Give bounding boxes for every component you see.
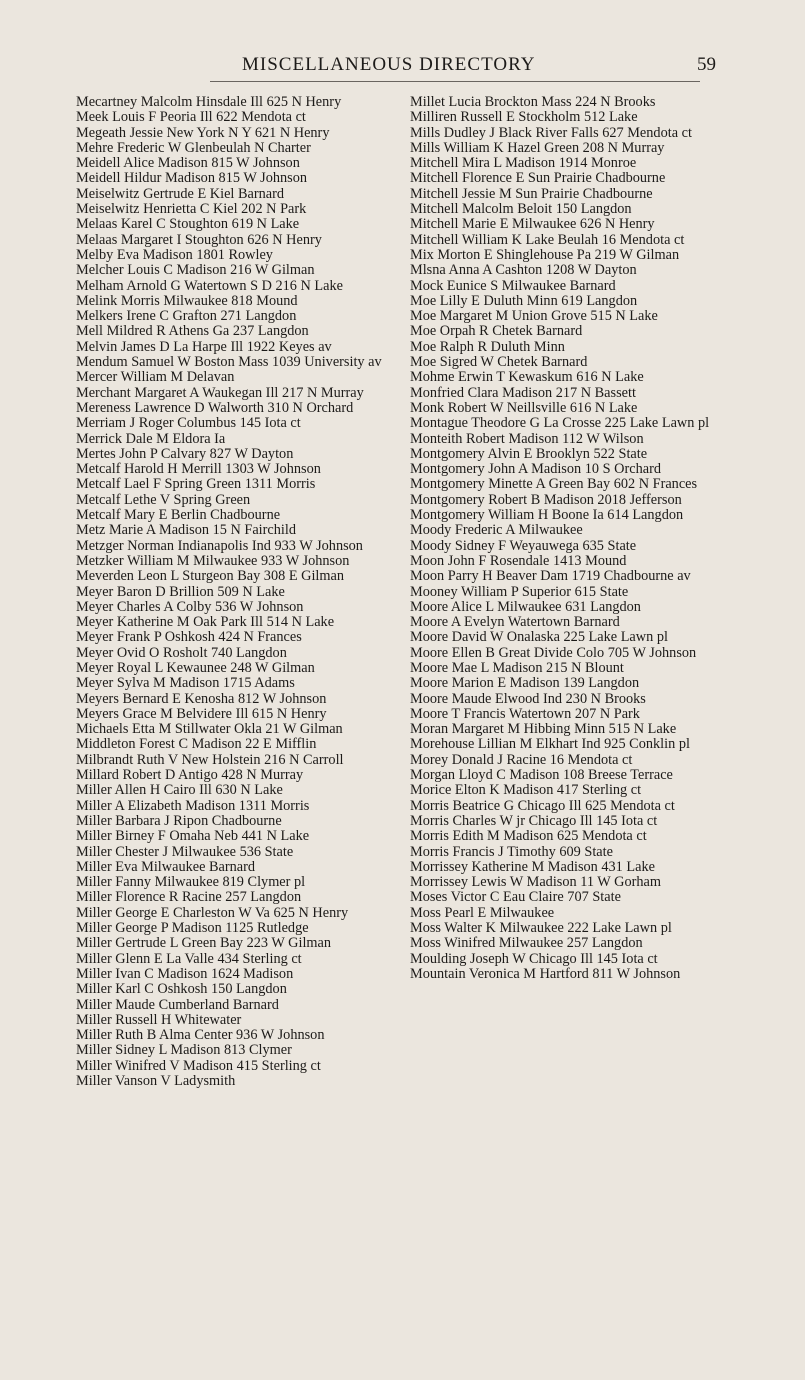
directory-entry: Miller Winifred V Madison 415 Sterling ct (76, 1057, 321, 1074)
directory-entry: Moore T Francis Watertown 207 N Park (410, 705, 640, 722)
directory-entry: Miller Ivan C Madison 1624 Madison (76, 965, 294, 982)
directory-entry: Meiselwitz Gertrude E Kiel Barnard (76, 185, 285, 202)
directory-entry: Millard Robert D Antigo 428 N Murray (76, 767, 304, 784)
page-number: 59 (697, 54, 716, 75)
directory-entry: Moore Marion E Madison 139 Langdon (410, 675, 640, 692)
directory-entry: Metcalf Harold H Merrill 1303 W Johnson (76, 461, 321, 478)
directory-entry: Morehouse Lillian M Elkhart Ind 925 Conklin pl (410, 736, 690, 753)
directory-entry: Monfried Clara Madison 217 N Bassett (410, 384, 636, 401)
directory-entry: Meidell Hildur Madison 815 W Johnson (76, 170, 307, 187)
directory-entry: Moore Alice L Milwaukee 631 Langdon (410, 598, 641, 615)
directory-entry: Merriam J Roger Columbus 145 Iota ct (76, 415, 301, 432)
directory-entry: Middleton Forest C Madison 22 E Mifflin (76, 736, 317, 753)
directory-entry: Mitchell Malcolm Beloit 150 Langdon (410, 201, 632, 218)
directory-entry: Moses Victor C Eau Claire 707 State (410, 889, 621, 906)
directory-entry: Mehre Frederic W Glenbeulah N Charter (76, 139, 311, 156)
directory-entry: Montgomery Alvin E Brooklyn 522 State (410, 445, 648, 462)
directory-entry: Miller Birney F Omaha Neb 441 N Lake (76, 828, 310, 845)
directory-entry: Mills Dudley J Black River Falls 627 Mendota ct (410, 124, 692, 141)
directory-entry: Mountain Veronica M Hartford 811 W Johnson (410, 965, 681, 982)
directory-entry: Mitchell William K Lake Beulah 16 Mendota ct (410, 231, 685, 248)
directory-entry: Moe Margaret M Union Grove 515 N Lake (410, 308, 658, 325)
directory-entry: Miller Maude Cumberland Barnard (76, 996, 279, 1013)
directory-entry: Moe Orpah R Chetek Barnard (410, 323, 583, 340)
directory-entry: Merrick Dale M Eldora Ia (76, 430, 226, 447)
directory-entry: Meidell Alice Madison 815 W Johnson (76, 155, 300, 172)
directory-entry: Miller Russell H Whitewater (76, 1011, 242, 1028)
directory-entry: Monk Robert W Neillsville 616 N Lake (410, 399, 638, 416)
directory-entry: Melcher Louis C Madison 216 W Gilman (76, 262, 315, 279)
directory-entry: Meyer Royal L Kewaunee 248 W Gilman (76, 659, 315, 676)
directory-entry: Meyer Katherine M Oak Park Ill 514 N Lake (76, 614, 335, 631)
directory-entry: Miller Gertrude L Green Bay 223 W Gilman (76, 935, 332, 952)
directory-entry: Moon Parry H Beaver Dam 1719 Chadbourne av (410, 568, 691, 585)
left-column (76, 95, 386, 1089)
directory-entry: Miller Vanson V Ladysmith (76, 1073, 236, 1089)
directory-entry: Moore David W Onalaska 225 Lake Lawn pl (410, 629, 668, 646)
directory-entry: Mitchell Jessie M Sun Prairie Chadbourne (410, 185, 653, 202)
directory-entry: Moe Sigred W Chetek Barnard (410, 354, 588, 371)
directory-entry: Moore A Evelyn Watertown Barnard (410, 614, 620, 631)
directory-entry: Morey Donald J Racine 16 Mendota ct (410, 751, 633, 768)
directory-entry: Metcalf Mary E Berlin Chadbourne (76, 507, 281, 524)
directory-entry: Miller Allen H Cairo Ill 630 N Lake (76, 782, 283, 799)
directory-entry: Melby Eva Madison 1801 Rowley (76, 246, 273, 263)
directory-entry: Moore Mae L Madison 215 N Blount (410, 659, 624, 676)
directory-entry: Mlsna Anna A Cashton 1208 W Dayton (410, 262, 637, 279)
directory-entry: Moe Lilly E Duluth Minn 619 Langdon (410, 292, 638, 309)
directory-entry: Mertes John P Calvary 827 W Dayton (76, 445, 294, 462)
directory-entry: Milbrandt Ruth V New Holstein 216 N Carroll (76, 751, 344, 768)
directory-entry: Montgomery Robert B Madison 2018 Jefferson (410, 491, 682, 508)
directory-entry: Moss Walter K Milwaukee 222 Lake Lawn pl (410, 920, 672, 937)
directory-entry: Mecartney Malcolm Hinsdale Ill 625 N Henry (76, 94, 342, 110)
directory-entry: Mohme Erwin T Kewaskum 616 N Lake (410, 369, 644, 386)
directory-entry: Miller Barbara J Ripon Chadbourne (76, 812, 282, 829)
directory-entry: Morris Francis J Timothy 609 State (410, 843, 613, 860)
directory-entry: Mitchell Mira L Madison 1914 Monroe (410, 155, 637, 172)
directory-entry: Miller George P Madison 1125 Rutledge (76, 920, 309, 937)
directory-entry: Moss Pearl E Milwaukee (410, 904, 555, 921)
directory-entry: Montgomery John A Madison 10 S Orchard (410, 461, 661, 478)
directory-entry: Miller Fanny Milwaukee 819 Clymer pl (76, 874, 306, 891)
directory-entry: Miller Florence R Racine 257 Langdon (76, 889, 302, 906)
directory-entry: Miller Glenn E La Valle 434 Sterling ct (76, 950, 302, 967)
directory-entry: Morris Beatrice G Chicago Ill 625 Mendota ct (410, 797, 675, 814)
directory-entry: Montgomery Minette A Green Bay 602 N Frances (410, 476, 698, 493)
directory-entry: Morgan Lloyd C Madison 108 Breese Terrace (410, 767, 673, 784)
directory-entry: Meyers Bernard E Kenosha 812 W Johnson (76, 690, 327, 707)
directory-entry: Melvin James D La Harpe Ill 1922 Keyes av (76, 338, 332, 355)
directory-entry: Milliren Russell E Stockholm 512 Lake (410, 109, 638, 126)
directory-entry: Miller Eva Milwaukee Barnard (76, 858, 256, 875)
directory-entry: Montgomery William H Boone Ia 614 Langdon (410, 507, 684, 524)
directory-entry: Millet Lucia Brockton Mass 224 N Brooks (410, 94, 656, 110)
directory-entry: Mereness Lawrence D Walworth 310 N Orchard (76, 399, 354, 416)
directory-entry: Megeath Jessie New York N Y 621 N Henry (76, 124, 330, 141)
directory-entry: Miller Sidney L Madison 813 Clymer (76, 1042, 292, 1059)
directory-entry: Morrissey Lewis W Madison 11 W Gorham (410, 874, 661, 891)
directory-entry: Morice Elton K Madison 417 Sterling ct (410, 782, 642, 799)
right-column (410, 95, 720, 982)
directory-entry: Merchant Margaret A Waukegan Ill 217 N Murray (76, 384, 364, 401)
directory-entry: Meyers Grace M Belvidere Ill 615 N Henry (76, 705, 327, 722)
directory-entry: Mitchell Marie E Milwaukee 626 N Henry (410, 216, 655, 233)
directory-entry: Mix Morton E Shinglehouse Pa 219 W Gilman (410, 246, 680, 263)
directory-entry: Meyer Ovid O Rosholt 740 Langdon (76, 644, 287, 661)
directory-entry: Moe Ralph R Duluth Minn (410, 338, 565, 355)
directory-entry: Michaels Etta M Stillwater Okla 21 W Gilman (76, 721, 343, 738)
directory-entry: Mock Eunice S Milwaukee Barnard (410, 277, 616, 294)
directory-entry: Montague Theodore G La Crosse 225 Lake Lawn pl (410, 415, 710, 432)
directory-entry: Meiselwitz Henrietta C Kiel 202 N Park (76, 201, 307, 218)
directory-entry: Melaas Margaret I Stoughton 626 N Henry (76, 231, 322, 248)
directory-entry: Meverden Leon L Sturgeon Bay 308 E Gilman (76, 568, 345, 585)
directory-entry: Metzker William M Milwaukee 933 W Johnson (76, 552, 350, 569)
directory-entry: Meyer Sylva M Madison 1715 Adams (76, 675, 295, 692)
directory-entry: Moore Ellen B Great Divide Colo 705 W Johnson (410, 644, 697, 661)
directory-entry: Morris Charles W jr Chicago Ill 145 Iota ct (410, 812, 658, 829)
directory-entry: Miller Ruth B Alma Center 936 W Johnson (76, 1027, 325, 1044)
directory-entry: Moss Winifred Milwaukee 257 Langdon (410, 935, 643, 952)
directory-entry: Mills William K Hazel Green 208 N Murray (410, 139, 665, 156)
directory-entry: Moran Margaret M Hibbing Minn 515 N Lake (410, 721, 677, 738)
directory-entry: Mendum Samuel W Boston Mass 1039 University av (76, 354, 382, 371)
directory-entry: Meek Louis F Peoria Ill 622 Mendota ct (76, 109, 306, 126)
directory-entry: Morris Edith M Madison 625 Mendota ct (410, 828, 647, 845)
directory-entry: Mooney William P Superior 615 State (410, 583, 629, 600)
header-rule (210, 81, 700, 82)
directory-entry: Morrissey Katherine M Madison 431 Lake (410, 858, 655, 875)
directory-entry: Melham Arnold G Watertown S D 216 N Lake (76, 277, 344, 294)
directory-entry: Mell Mildred R Athens Ga 237 Langdon (76, 323, 309, 340)
directory-entry: Meyer Frank P Oshkosh 424 N Frances (76, 629, 302, 646)
directory-entry: Metcalf Lael F Spring Green 1311 Morris (76, 476, 316, 493)
directory-entry: Miller A Elizabeth Madison 1311 Morris (76, 797, 310, 814)
directory-entry: Mitchell Florence E Sun Prairie Chadbourne (410, 170, 666, 187)
directory-entry: Melkers Irene C Grafton 271 Langdon (76, 308, 297, 325)
directory-entry: Melink Morris Milwaukee 818 Mound (76, 292, 298, 309)
directory-entry: Meyer Charles A Colby 536 W Johnson (76, 598, 304, 615)
directory-entry: Moulding Joseph W Chicago Ill 145 Iota ct (410, 950, 658, 967)
directory-entry: Metzger Norman Indianapolis Ind 933 W Johnson (76, 537, 363, 554)
directory-entry: Miller Chester J Milwaukee 536 State (76, 843, 294, 860)
directory-entry: Moody Frederic A Milwaukee (410, 522, 583, 539)
directory-entry: Moody Sidney F Weyauwega 635 State (410, 537, 637, 554)
directory-entry: Metcalf Lethe V Spring Green (76, 491, 251, 508)
directory-entry: Miller George E Charleston W Va 625 N Henry (76, 904, 349, 921)
directory-entry: Metz Marie A Madison 15 N Fairchild (76, 522, 296, 539)
directory-entry: Miller Karl C Oshkosh 150 Langdon (76, 981, 287, 998)
directory-entry: Moore Maude Elwood Ind 230 N Brooks (410, 690, 646, 707)
directory-entry: Monteith Robert Madison 112 W Wilson (410, 430, 644, 447)
directory-entry: Meyer Baron D Brillion 509 N Lake (76, 583, 285, 600)
directory-entry: Moon John F Rosendale 1413 Mound (410, 552, 627, 569)
directory-entry: Mercer William M Delavan (76, 369, 235, 386)
directory-entry: Melaas Karel C Stoughton 619 N Lake (76, 216, 300, 233)
page-title: MISCELLANEOUS DIRECTORY (242, 54, 536, 75)
